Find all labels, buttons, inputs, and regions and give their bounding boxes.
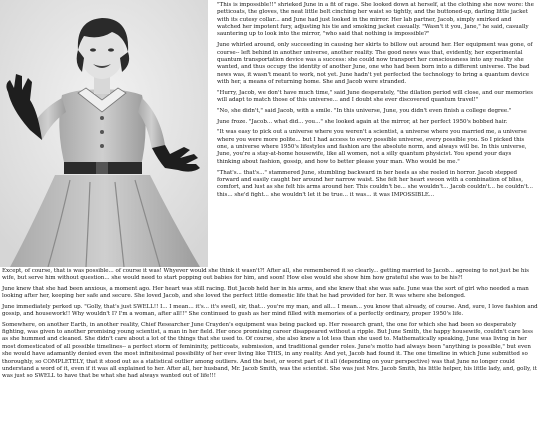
story-right-column bbox=[217, 2, 536, 202]
story-paragraph: June knew that she had been anxious, a moment ago. Her heart was still racing. But Jacob held her in his arms, and she knew that she was safe. June was the sort of girl who needed a man looking after her, keeping her safe and secure. She loved Jacob, and she loved the perfect little domestic life that he had provided for her. It was where she belonged. bbox=[2, 285, 529, 300]
story-paragraph: "It was easy to pick out a universe where you weren't a scientist, a universe where you married me, a universe where you were more polite... but I had access to every possible universe, every possible you. So I picked this one, a universe where 1950's lifestyles and fashion are the absolute norm, and always will be. In this universe, June, you're a stay-at-home housewife, like all women, not a silly quantum physicist. You spend your days thinking about fashion, gossip, and how to better please your man. Who would be me." bbox=[217, 129, 527, 165]
story-paragraph: June froze. "Jacob... what did... you..." she looked again at the mirror, at her perfect 1950's bobbed hair. bbox=[217, 118, 508, 125]
story-paragraph: "This is impossible!!" shrieked June in a fit of rage. She looked down at herself, at the clothing she now wore: the petticoats, the gloves, the neat little belt cinching her waist so tightly, and the buttoned-up, darling little jacket with its cutesy collar... and June had just looked in the mirror. Her lab partner, Jacob, simply smirked and watched her impotent fury, adjusting his tie and smoking jacket casually. "Wasn't it you, Jane," he said, casually sauntering up to look into the mirror, "who said that nothing is impossible?" bbox=[217, 2, 534, 38]
story-paragraph: "No, she didn't," said Jacob, with a smile. "In this universe, June, you didn't even finish a college degree." bbox=[217, 107, 512, 114]
story-full-width bbox=[2, 268, 538, 384]
story-paragraph: Somewhere, on another Earth, in another reality, Chief Researcher June Crayden's equipment was being packed up. Her research grant, the one for which she had been so desperately fighting, was given to another promising young scientist, a man in her field. Her once promising career disappeared without a ripple. But June Smith, the happy housewife, couldn't care less as she hummed and cleaned. She didn't care about a lot of the things that she used to. Of course, she also knew a lot less than she used to. Mathematically speaking, June was living in her most domesticated of all possible timelines-- a perfect storm of femininity, petticoats, submission, and traditional gender roles. June's motto had always been "anything is possible," but even she would have adamantly denied even the most infinitesimal possibility of her ever living like THIS, in any reality. And yet, Jacob had found it. The one timeline in which June submitted so thoroughly, so COMPLETELY, that it stood out as a statistical outlier among outliers. And the best, or worst part of it all (depending on your perspective) was that June no longer could understand a word of it, even if it was all explained to her. After all, her husband, Mr. Jacob Smith, was the scientist. She was just Mrs. Jacob Smith, his little helper, his little lady, and, golly, it was just so SWELL to have that be what she had always wanted out of life!!! bbox=[2, 321, 537, 380]
story-paragraph: "Hurry, Jacob, we don't have much time," said June desperately, "the dilation period will close, and our memories will adapt to match those of this universe... and I doubt she ever discovered quantum travel!" bbox=[217, 89, 533, 104]
woman-in-1950s-dress-photo bbox=[0, 0, 208, 267]
story-paragraph: June immediately perked up. "Golly, that's just SWELL!! I... I mean... it's... it's swell, sir, that... you're my man, and all... I mean... you know that already, of course. And, sure, I love fashion and gossip, and housework!! Why wouldn't I? I'm a woman, after all!!" She continued to gush as her mind filled with memories of a perfectly ordinary, proper 1950's life. bbox=[2, 303, 538, 318]
story-paragraph: "That's... that's..." stammered June, stumbling backward in her heels as she reeled in horror. Jacob stepped forward and easily caught her around her narrow waist. She felt her heart swoon with a combination of bliss, comfort, and lust as she felt his arms around her. This couldn't be... she wouldn't... Jacob couldn't... he couldn't... this... she'd fight... she wouldn't let it be true... it was... it was IMPOSSIBLE... bbox=[217, 169, 534, 198]
story-paragraph: Except, of course, that is was possible... of course it was! Whyever would she think it wasn't?! After all, she remembered it so clearly... getting married to Jacob... agreeing to not just be his wife, but serve him without question... she would need to start popping out babies for him, and soon! How else would she show him how grateful she was to be his?! bbox=[2, 268, 529, 282]
story-paragraph: June whirled around, only succeeding in causing her skirts to billow out around her. Her equipment was gone, of course-- left behind in another universe, another reality. The good news was that, evidently, her experimental quantum transportation device was a success: she could now transport her consciousness into any reality she wanted, and thus occupy the identity of another June, one who had been born into a different universe. The bad news was, it wasn't meant to work, not yet. June hadn't yet perfected the technology to bring a quantum device with her, a means of returning home. She and Jacob were stranded. bbox=[217, 42, 533, 85]
